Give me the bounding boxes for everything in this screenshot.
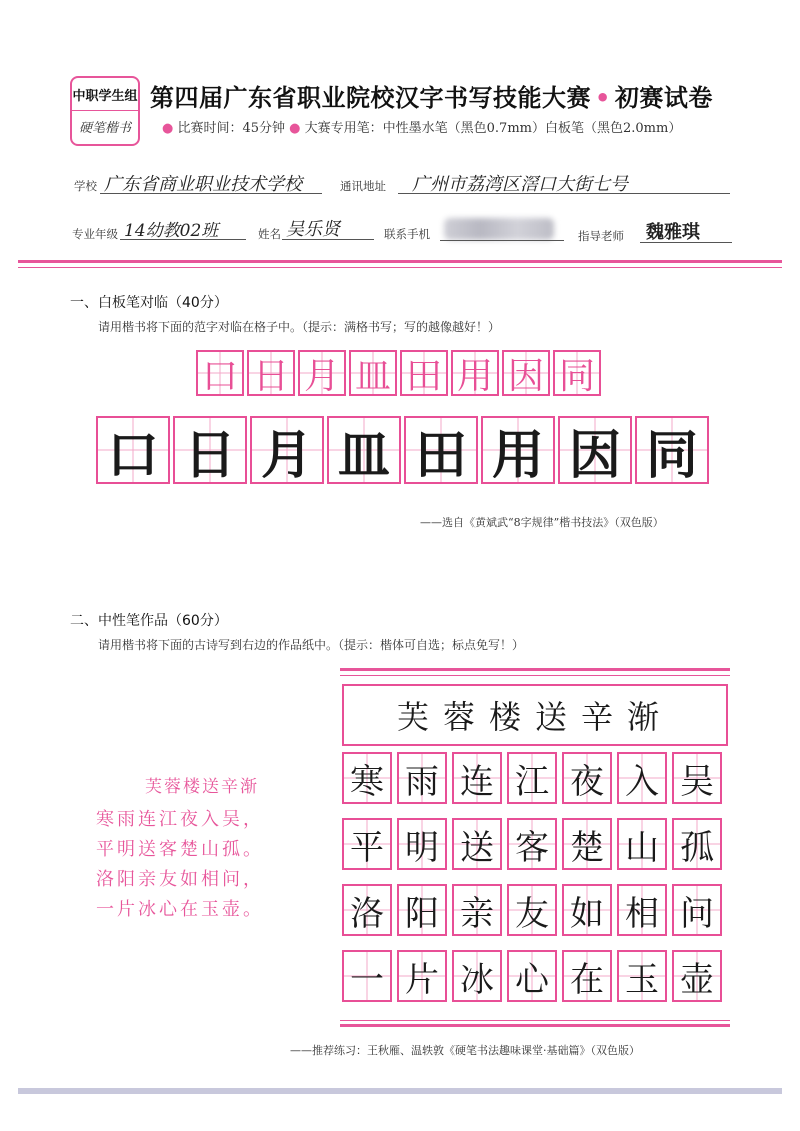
school-underline — [100, 193, 322, 194]
work-char: 心 — [515, 959, 549, 1000]
school-label: 学校 — [74, 179, 97, 193]
phone-underline — [440, 240, 564, 241]
written-char: 皿 — [337, 425, 390, 486]
bullet-dot-icon: ● — [289, 121, 301, 136]
written-char-cell[interactable] — [96, 416, 170, 484]
work-row — [342, 818, 722, 870]
header-divider-thin — [18, 267, 782, 268]
work-cell[interactable] — [672, 884, 722, 936]
page-title — [150, 78, 713, 113]
work-row — [342, 950, 722, 1002]
name-label: 姓名 — [258, 227, 281, 241]
work-char: 连 — [460, 761, 494, 802]
model-char-cell — [247, 350, 295, 396]
work-char: 明 — [405, 827, 439, 868]
work-char: 楚 — [570, 827, 604, 868]
model-char-cell — [451, 350, 499, 396]
written-char: 因 — [568, 425, 621, 486]
title-suffix: 初赛试卷 — [614, 84, 713, 112]
work-cell[interactable] — [617, 818, 667, 870]
poem-line: 平明送客楚山孤。 — [96, 839, 264, 860]
phone-label: 联系手机 — [384, 227, 430, 241]
work-cell[interactable] — [397, 752, 447, 804]
work-row — [342, 884, 722, 936]
category-badge — [70, 76, 140, 146]
work-cell[interactable] — [397, 818, 447, 870]
work-char: 在 — [570, 959, 604, 1000]
written-char-cell[interactable] — [250, 416, 324, 484]
section1-instruction: 请用楷书将下面的范字对临在格子中。（提示：满格书写；写的越像越好！） — [98, 320, 501, 334]
work-cell[interactable] — [562, 818, 612, 870]
class-underline — [120, 239, 246, 240]
work-cell[interactable] — [562, 950, 612, 1002]
title-separator: • — [595, 84, 611, 112]
header-divider — [18, 260, 782, 263]
work-cell[interactable] — [507, 950, 557, 1002]
work-cell[interactable] — [617, 950, 667, 1002]
work-cell[interactable] — [617, 752, 667, 804]
footer-bar — [18, 1088, 782, 1094]
work-char: 友 — [515, 893, 549, 934]
sheet-bottom-border — [340, 1024, 730, 1027]
model-char: 因 — [507, 355, 544, 397]
poem-title: 芙蓉楼送辛渐 — [145, 777, 259, 797]
work-char: 江 — [515, 761, 549, 802]
work-char: 吴 — [680, 761, 714, 802]
written-char-cell[interactable] — [558, 416, 632, 484]
written-char: 日 — [183, 425, 236, 486]
section2-credit: ——推荐练习：王秋雁、温轶敦《硬笔书法趣味课堂·基础篇》（双色版） — [290, 1044, 640, 1057]
name-value[interactable]: 吴乐贤 — [286, 219, 340, 240]
work-char: 入 — [625, 761, 659, 802]
badge-group-label: 中职学生组 — [72, 78, 138, 111]
address-label: 通讯地址 — [340, 179, 386, 193]
model-char: 口 — [201, 355, 238, 397]
work-char: 夜 — [570, 761, 604, 802]
section1-credit: ——选自《黄斌武“8字规律”楷书技法》（双色版） — [420, 516, 664, 529]
model-char: 皿 — [354, 355, 391, 397]
work-cell[interactable] — [342, 818, 392, 870]
exam-duration: 比赛时间：45分钟 — [177, 121, 286, 136]
bullet-dot-icon: ● — [162, 121, 174, 136]
work-cell[interactable] — [507, 818, 557, 870]
written-char: 田 — [414, 425, 467, 486]
written-char: 口 — [106, 425, 159, 486]
work-cell[interactable] — [452, 950, 502, 1002]
model-char-cell — [298, 350, 346, 396]
written-char-cell[interactable] — [481, 416, 555, 484]
written-char-cell[interactable] — [635, 416, 709, 484]
work-char: 平 — [350, 827, 384, 868]
section2-instruction: 请用楷书将下面的古诗写到右边的作品纸中。（提示：楷体可自选；标点免写！） — [98, 638, 525, 652]
address-value[interactable]: 广州市荔湾区滘口大街七号 — [412, 174, 628, 195]
work-char: 片 — [405, 959, 439, 1000]
work-cell[interactable] — [672, 752, 722, 804]
work-cell[interactable] — [672, 818, 722, 870]
work-cell[interactable] — [507, 884, 557, 936]
model-char: 日 — [252, 355, 289, 397]
work-char: 问 — [680, 893, 714, 934]
work-cell[interactable] — [452, 884, 502, 936]
model-char-cell — [502, 350, 550, 396]
section1-title: 一、白板笔对临（40分） — [70, 295, 228, 311]
work-grid — [342, 752, 722, 1002]
work-cell[interactable] — [342, 752, 392, 804]
work-cell[interactable] — [562, 752, 612, 804]
work-char: 孤 — [680, 827, 714, 868]
model-char: 田 — [405, 355, 442, 397]
name-underline — [282, 239, 374, 240]
model-char-cell — [349, 350, 397, 396]
address-underline — [398, 193, 730, 194]
poem-line: 一片冰心在玉壶。 — [96, 899, 264, 920]
work-cell[interactable] — [507, 752, 557, 804]
work-cell[interactable] — [452, 818, 502, 870]
title-main: 第四届广东省职业院校汉字书写技能大赛 — [150, 84, 591, 112]
work-cell[interactable] — [452, 752, 502, 804]
poem-line: 寒雨连江夜入吴， — [96, 809, 264, 830]
work-cell[interactable] — [617, 884, 667, 936]
written-char: 月 — [260, 425, 313, 486]
work-cell[interactable] — [342, 950, 392, 1002]
work-char: 客 — [515, 827, 549, 868]
work-char: 玉 — [625, 959, 659, 1000]
work-char: 送 — [460, 827, 494, 868]
work-cell[interactable] — [397, 950, 447, 1002]
work-char: 阳 — [405, 893, 439, 934]
work-cell[interactable] — [342, 884, 392, 936]
work-char: 相 — [625, 893, 659, 934]
written-char-cell[interactable] — [327, 416, 401, 484]
phone-redacted — [444, 218, 554, 240]
teacher-underline — [640, 242, 732, 243]
work-char: 洛 — [350, 893, 384, 934]
model-char-cell — [400, 350, 448, 396]
work-cell[interactable] — [397, 884, 447, 936]
model-char: 月 — [303, 355, 340, 397]
model-char: 同 — [558, 355, 595, 397]
work-title-box[interactable] — [342, 684, 728, 746]
teacher-label: 指导老师 — [578, 229, 624, 243]
work-char: 冰 — [460, 959, 494, 1000]
work-cell[interactable] — [672, 950, 722, 1002]
work-char: 一 — [350, 959, 384, 1000]
model-char-row — [196, 350, 601, 396]
written-char-cell[interactable] — [173, 416, 247, 484]
work-char: 如 — [570, 893, 604, 934]
school-value[interactable]: 广东省商业职业技术学校 — [104, 174, 302, 195]
class-label: 专业年级 — [72, 227, 118, 241]
badge-style-label: 硬笔楷书 — [78, 121, 131, 136]
work-title: 芙蓉楼送辛渐 — [396, 698, 673, 736]
exam-subtitle — [162, 117, 681, 136]
work-char: 山 — [625, 827, 659, 868]
written-char: 用 — [491, 425, 544, 486]
section2-title: 二、中性笔作品（60分） — [70, 613, 228, 629]
exam-pens: 大赛专用笔：中性墨水笔（黑色0.7mm）白板笔（黑色2.0mm） — [304, 121, 682, 136]
work-char: 寒 — [350, 761, 384, 802]
teacher-value[interactable]: 魏雅琪 — [646, 222, 700, 243]
work-cell[interactable] — [562, 884, 612, 936]
work-char: 壶 — [680, 959, 714, 1000]
work-char: 雨 — [405, 761, 439, 802]
written-char-cell[interactable] — [404, 416, 478, 484]
model-char: 用 — [456, 355, 493, 397]
model-char-cell — [553, 350, 601, 396]
poem-line: 洛阳亲友如相问， — [96, 869, 264, 890]
sheet-bottom-border-thin — [340, 1020, 730, 1021]
sheet-top-border-thin — [340, 675, 730, 676]
work-char: 亲 — [460, 893, 494, 934]
class-value[interactable]: 14幼教02班 — [124, 221, 219, 241]
written-char-row — [96, 416, 709, 484]
work-row — [342, 752, 722, 804]
model-char-cell — [196, 350, 244, 396]
poem-reference — [96, 772, 308, 925]
written-char: 同 — [645, 425, 698, 486]
sheet-top-border — [340, 668, 730, 671]
